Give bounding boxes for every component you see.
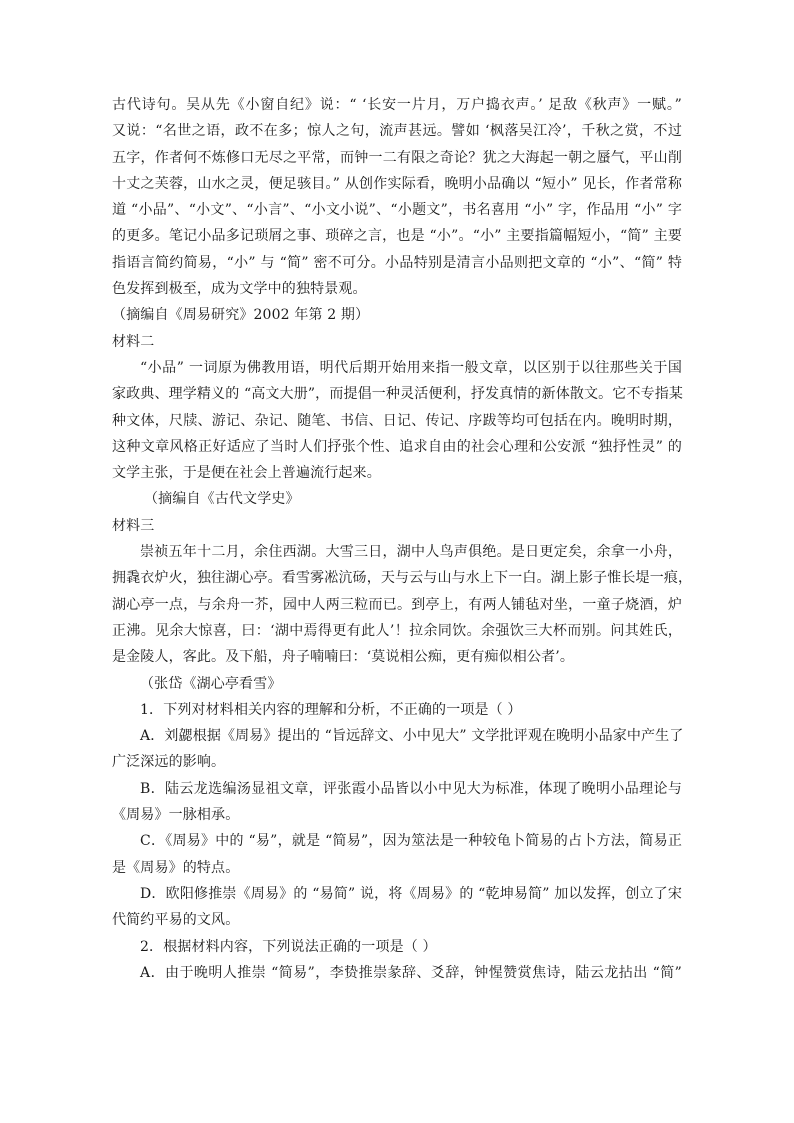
section-heading: 材料三: [112, 517, 155, 534]
text-line: 崇祯五年十二月，余住西湖。大雪三日，湖中人鸟声俱绝。是日更定矣，余拿一小舟，: [140, 544, 682, 561]
text-line: 种文体，尺牍、游记、杂记、随笔、书信、日记、传记、序跋等均可包括在内。晚明时期，: [112, 412, 682, 429]
text-line: 是金陵人，客此。及下船，舟子喃喃曰：‘莫说相公痴，更有痴似相公者’。: [112, 649, 574, 666]
text-line: 色发挥到极至，成为文学中的独特景观。: [112, 281, 367, 298]
text-line: 五字，作者何不炼修口无尽之平常，而钟一二有限之奇论？犹之大海起一朝之蜃气，平山削: [112, 149, 682, 166]
text-line: 十丈之芙蓉，山水之灵，便足骇目。” 从创作实际看，晚明小品确以 “短小” 见长，作者常称: [112, 175, 682, 192]
text-line: 道 “小品”、“小文”、“小言”、“小文小说”、“小题文”，书名喜用 “小” 字，作品用 “小” 字: [112, 202, 682, 219]
text-line: 古代诗句。吴从先《小窗自纪》说：“ ‘长安一片月，万户捣衣声。’ 足敌《秋声》一赋。”: [112, 97, 682, 113]
text-line: 正沸。见余大惊喜，曰：‘湖中焉得更有此人’！拉余同饮。余强饮三大杯而别。问其姓氏，: [112, 622, 682, 639]
q1-option-d-cont: 代简约平易的文风。: [112, 912, 240, 929]
section-heading: 材料二: [112, 333, 155, 350]
question-2-stem: 2．根据材料内容，下列说法正确的一项是（ ）: [140, 938, 437, 955]
source-note: （摘编自《周易研究》2002 年第 2 期）: [112, 307, 370, 324]
text-line: 指语言简约简易，“小” 与 “简” 密不可分。小品特别是清言小品则把文章的 “小”、“简” 特: [112, 254, 682, 271]
q1-option-c-cont: 是《周易》的特点。: [112, 859, 240, 876]
q1-option-a-cont: 广泛深远的影响。: [112, 754, 226, 771]
text-line: 的更多。笔记小品多记琐屑之事、琐碎之言，也是 “小”。“小” 主要指篇幅短小，“简” 主要: [112, 228, 682, 245]
document-page: [112, 92, 693, 986]
source-note: （张岱《湖心亭看雪》: [140, 675, 282, 692]
question-1-stem: 1．下列对材料相关内容的理解和分析，不正确的一项是（ ）: [140, 701, 522, 718]
text-line: 家政典、理学精义的 “高文大册”，而提倡一种灵活便利，抒发真情的新体散文。它不专指某: [112, 386, 684, 403]
q1-option-d: D．欧阳修推崇《周易》的 “易简” 说，将《周易》的 “乾坤易简” 加以发挥，创立了宋: [140, 885, 682, 902]
text-line: 拥毳衣炉火，独往湖心亭。看雪雾凇沆砀，天与云与山与水上下一白。湖上影子惟长堤一痕，: [112, 570, 693, 587]
q1-option-a: A．刘勰根据《周易》提出的 “旨远辞文、小中见大” 文学批评观在晚明小品家中产生了: [140, 728, 684, 745]
q1-option-b: B．陆云龙选编汤显祖文章，评张霞小品皆以小中见大为标准，体现了晚明小品理论与: [140, 780, 682, 797]
text-line: 这种文章风格正好适应了当时人们抒张个性、追求自由的社会心理和公安派 “独抒性灵” 的: [112, 438, 682, 455]
q2-option-a: A．由于晚明人推崇 “简易”，李贽推崇彖辞、爻辞，钟惺赞赏焦诗，陆云龙拈出 “简”: [140, 964, 682, 981]
text-line: “小品” 一词原为佛教用语，明代后期开始用来指一般文章，以区别于以往那些关于国: [140, 359, 682, 376]
text-line: 又说：“名世之语，政不在多；惊人之句，流声甚远。譬如 ‘枫落吴江冷’，千秋之赏，不过: [112, 123, 682, 140]
source-note: （摘编自《古代文学史》: [144, 491, 300, 508]
q1-option-b-cont: 《周易》一脉相承。: [112, 807, 240, 824]
q1-option-c: C．《周易》中的 “易”，就是 “简易”，因为筮法是一种较龟卜简易的占卜方法，简易正: [140, 833, 682, 850]
text-line: 湖心亭一点，与余舟一芥，园中人两三粒而已。到亭上，有两人铺毡对坐，一童子烧酒，炉: [112, 596, 682, 613]
text-line: 文学主张，于是便在社会上普遍流行起来。: [112, 465, 381, 482]
